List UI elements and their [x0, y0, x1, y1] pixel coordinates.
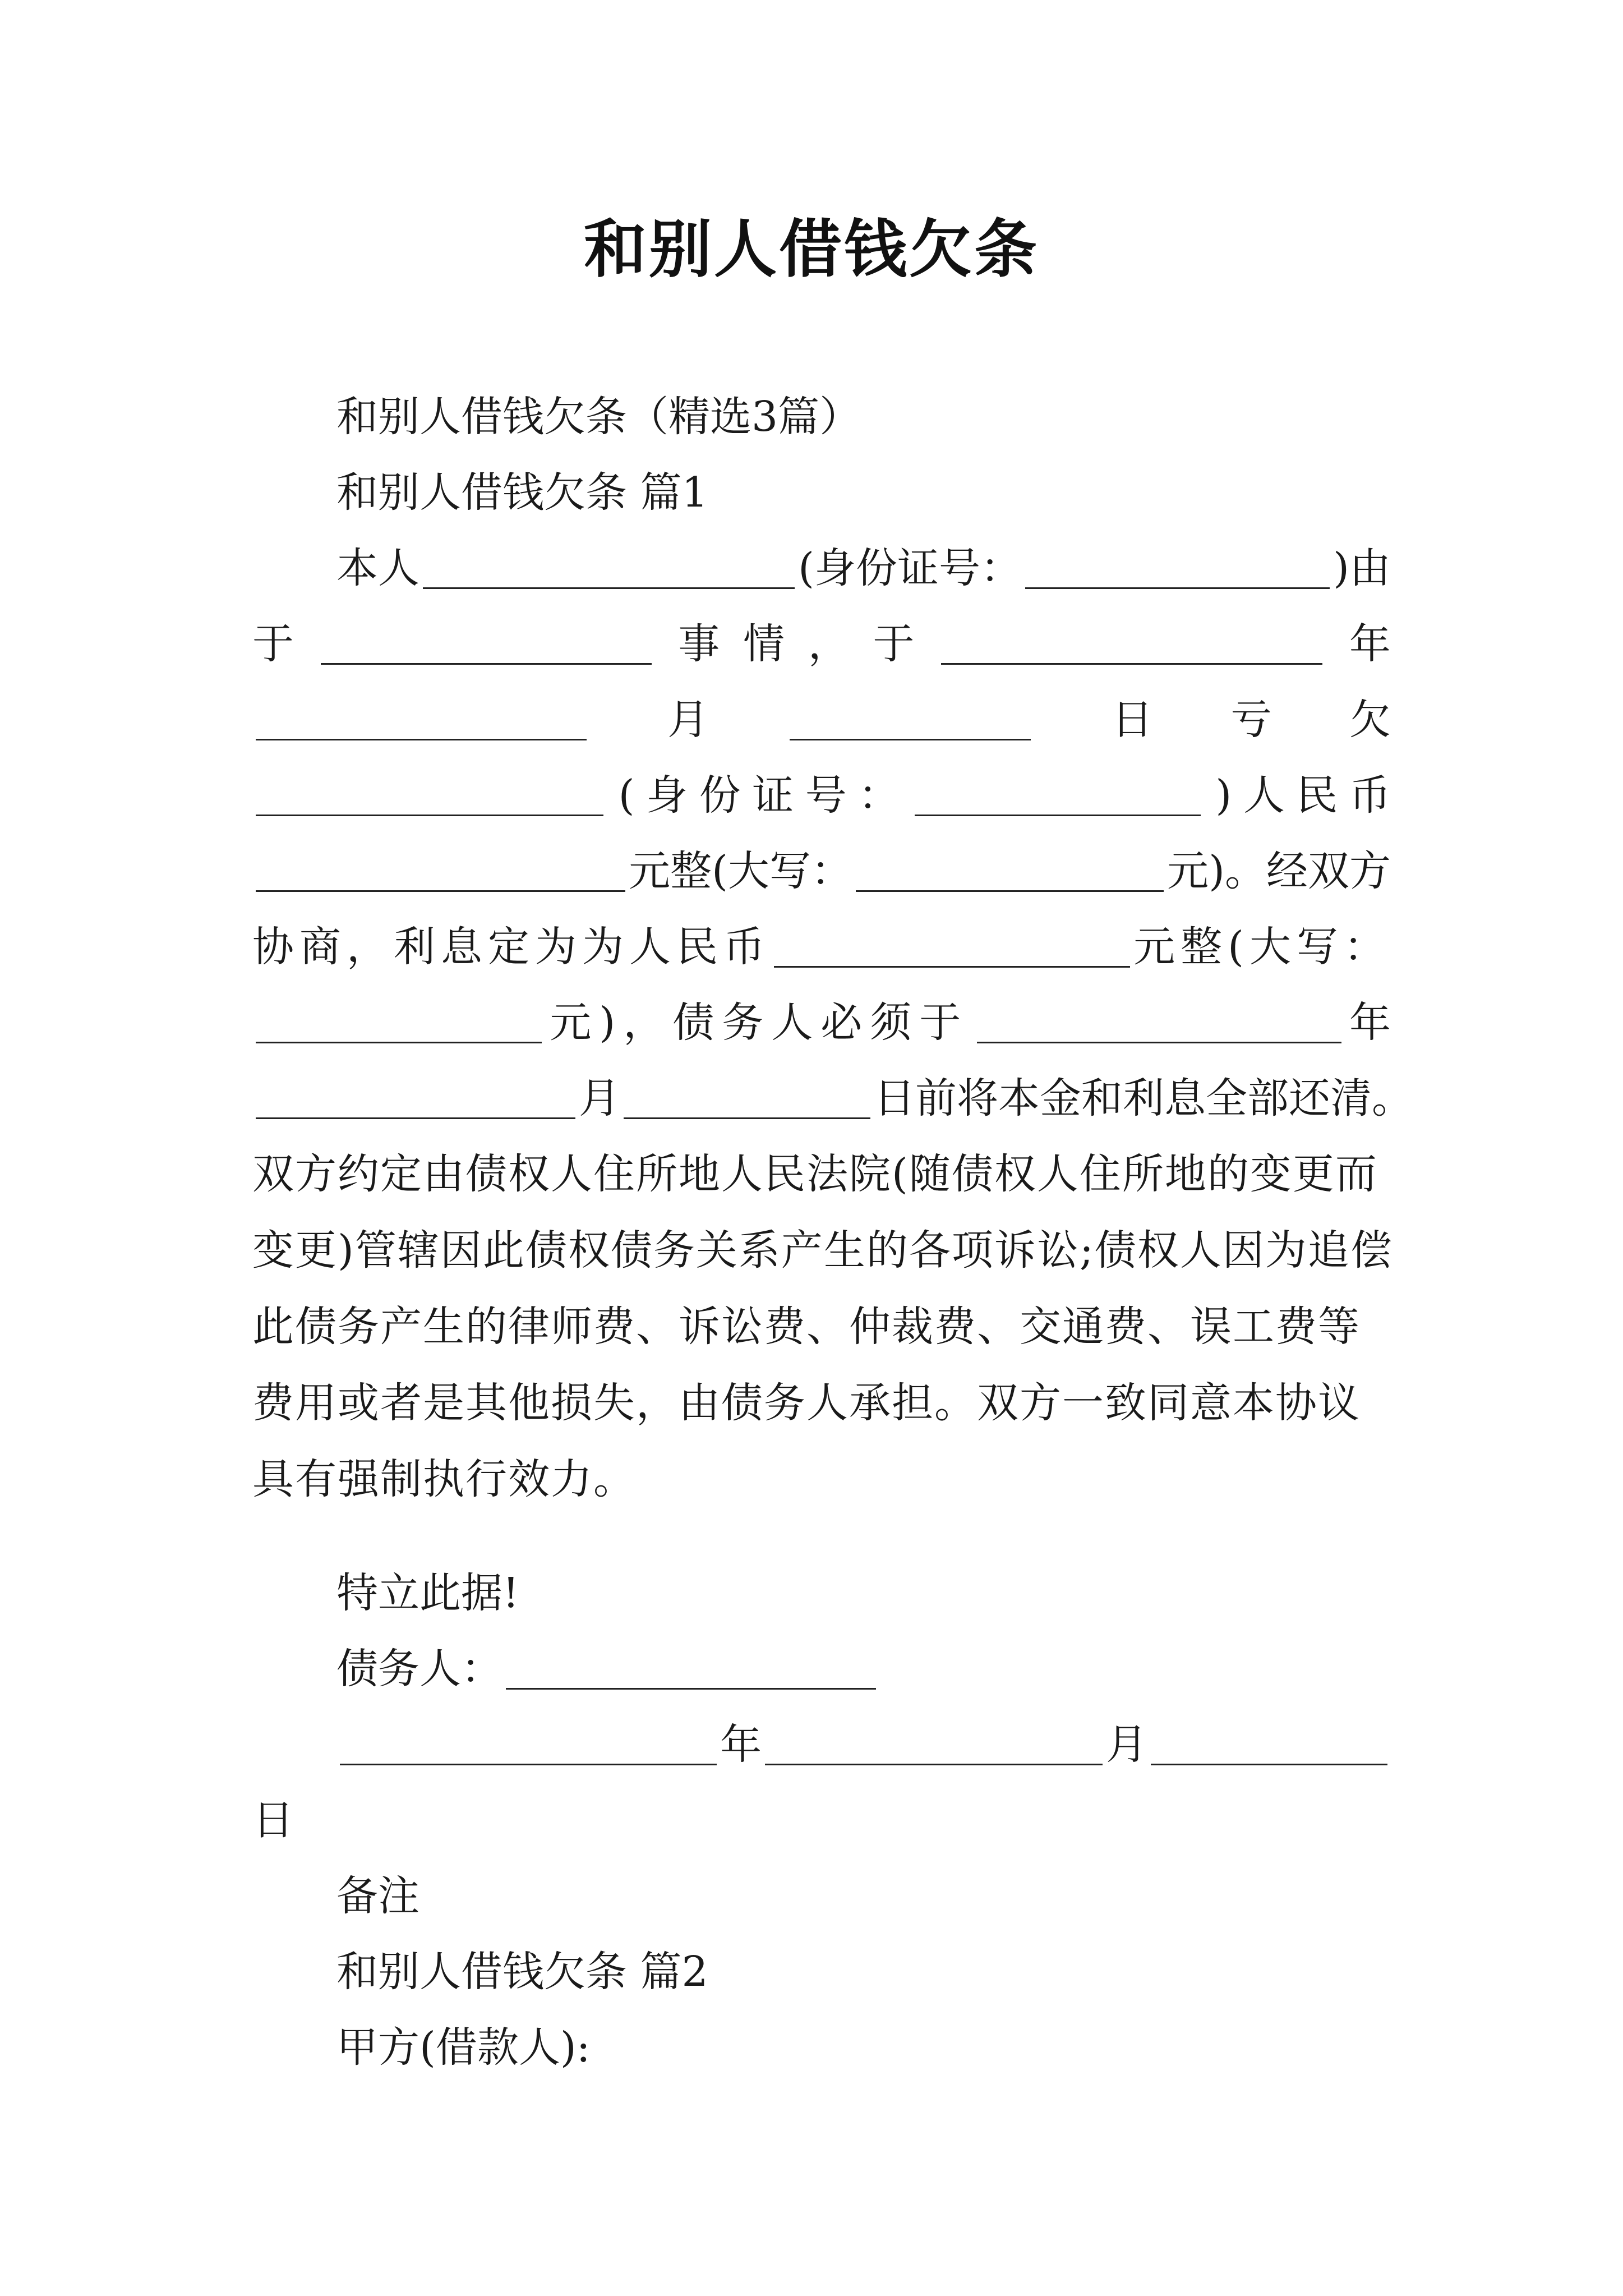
iou-line-6: 协商，利息定为为人民币 元整(大写： — [252, 923, 1391, 971]
year-blank[interactable] — [941, 624, 1322, 665]
day-blank[interactable] — [790, 700, 1031, 740]
iou-line-3: 月 日 亏 欠 — [252, 682, 1391, 758]
id-number-blank[interactable] — [1025, 548, 1330, 589]
interest-uppercase-blank[interactable] — [256, 1002, 542, 1043]
remark: 备注 — [336, 1872, 419, 1920]
iou-line-4: ( 身 份 证 号 ： ) 人 民 币 — [252, 757, 1391, 834]
iou-line-5: 元整(大写： 元)。经双方 — [252, 833, 1391, 909]
creditor-blank[interactable] — [256, 775, 603, 816]
debtor-blank[interactable] — [506, 1649, 876, 1690]
signature-day-label: 日 — [252, 1796, 294, 1844]
debtor-signature-line: 债务人： — [252, 1631, 1391, 1707]
sign-year-blank[interactable] — [340, 1724, 717, 1765]
iou-terms-text: 双方约定由债权人住所地人民法院(随债权人住所地的变更而变更)管辖因此债权债务关系产生的各项诉讼;债权人因为追偿此债务产生的律师费、诉讼费、仲裁费、交通费、误工费等费用或者是其他损失，由债务人承担。双方一致同意本协议具有强制执行效力。 — [252, 1150, 1393, 1503]
sign-month-blank[interactable] — [765, 1724, 1103, 1765]
sign-day-blank[interactable] — [1151, 1724, 1387, 1765]
section1-heading: 和别人借钱欠条 篇1 — [336, 468, 708, 517]
signature-date-line: 年 月 — [252, 1706, 1391, 1783]
name-blank[interactable] — [423, 548, 795, 589]
month-blank[interactable] — [256, 700, 587, 740]
party-a-label: 甲方(借款人): — [336, 2023, 591, 2072]
repay-year-blank[interactable] — [977, 1002, 1341, 1043]
creditor-id-blank[interactable] — [915, 775, 1201, 816]
section2-heading: 和别人借钱欠条 篇2 — [336, 1948, 708, 1996]
reason-blank[interactable] — [321, 624, 652, 665]
subtitle: 和别人借钱欠条（精选3篇） — [336, 393, 861, 441]
iou-line-7: 元)，债务人必须于 年 — [252, 984, 1391, 1061]
amount-blank[interactable] — [256, 851, 625, 892]
document-title: 和别人借钱欠条 — [584, 213, 1039, 286]
repay-day-blank[interactable] — [624, 1078, 870, 1119]
interest-blank[interactable] — [774, 927, 1130, 968]
iou-line-8: 月 日前将本金和利息全部还清。 — [252, 1060, 1391, 1137]
repay-month-blank[interactable] — [256, 1078, 575, 1119]
iou-line-2: 于 事 情 ， 于 年 — [252, 620, 1391, 668]
amount-uppercase-blank[interactable] — [856, 851, 1164, 892]
iou-line-1: 本人 (身份证号： )由 — [336, 544, 1391, 592]
special-note: 特立此据! — [336, 1569, 519, 1617]
